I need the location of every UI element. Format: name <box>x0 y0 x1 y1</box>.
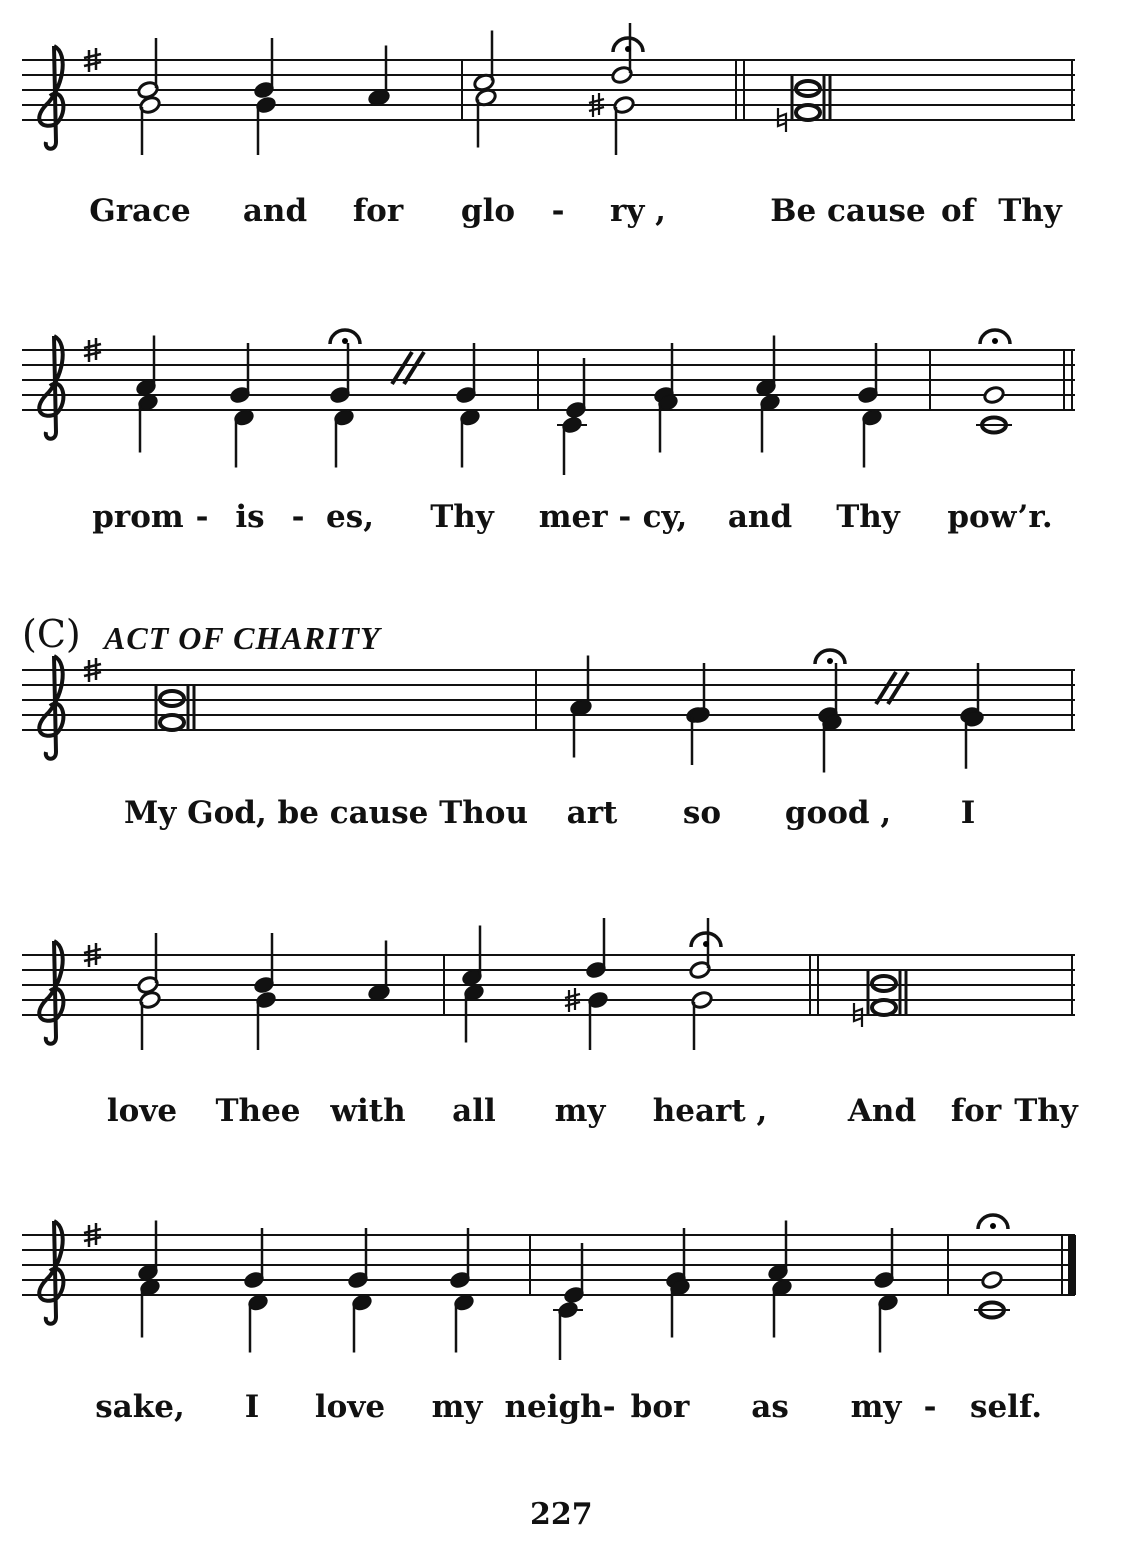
lyric-syllable: love <box>314 1389 386 1425</box>
fermata-dot <box>625 46 631 52</box>
lyric-syllable: art <box>566 795 618 831</box>
lyric-syllable: my <box>554 1093 606 1129</box>
lyric-syllable: good , <box>784 795 892 831</box>
staff-system-4 <box>0 935 1128 1075</box>
upper-voice-note <box>160 715 184 730</box>
lyric-syllable: is <box>235 499 265 535</box>
lyric-syllable: of <box>940 193 976 229</box>
staff-system-2 <box>0 330 1128 470</box>
lyric-syllable: Be cause <box>770 193 926 229</box>
lyric-syllable: glo <box>460 193 516 229</box>
lyric-syllable: self. <box>970 1389 1042 1425</box>
staff-system-5 <box>0 1215 1128 1355</box>
lyric-syllable: My God, be cause Thou <box>123 795 529 831</box>
lyric-syllable: - <box>923 1389 937 1425</box>
upper-voice-note <box>872 1000 896 1015</box>
lyric-syllable: Thy <box>836 499 900 535</box>
section-letter: (C) <box>22 612 81 656</box>
treble-clef-icon <box>39 1221 63 1324</box>
upper-voice-note <box>796 81 820 96</box>
page-number: 227 <box>530 1497 593 1532</box>
treble-clef-icon <box>39 941 63 1044</box>
lyric-syllable: ry , <box>610 193 666 229</box>
lyric-syllable: my <box>431 1389 483 1425</box>
lyric-syllable: cy, <box>642 499 688 535</box>
fermata-dot <box>342 338 348 344</box>
lyric-syllable: heart , <box>652 1093 768 1129</box>
upper-voice-note <box>983 385 1006 405</box>
lyric-syllable: es, <box>326 499 374 535</box>
lyric-syllable: Thy <box>998 193 1062 229</box>
lyric-syllable: and <box>242 193 308 229</box>
lyric-syllable: as <box>751 1389 789 1425</box>
lyric-syllable: pow’r. <box>947 499 1053 535</box>
treble-clef-icon <box>39 656 63 759</box>
lyric-syllable: bor <box>630 1389 690 1425</box>
lyric-syllable: love <box>106 1093 178 1129</box>
upper-voice-note <box>796 105 820 120</box>
lyric-syllable: I <box>960 795 976 831</box>
lyric-syllable: I <box>244 1389 260 1425</box>
lyric-syllable: mer - <box>538 499 632 535</box>
lyric-syllable: for <box>352 193 404 229</box>
staff-system-1 <box>0 40 1128 180</box>
section-title: ACT OF CHARITY <box>104 620 381 656</box>
upper-voice-note <box>872 976 896 991</box>
lyric-syllable: my <box>850 1389 902 1425</box>
lyric-syllable: prom <box>92 499 184 535</box>
lyric-syllable: Thy <box>1014 1093 1078 1129</box>
lyric-syllable: sake, <box>95 1389 185 1425</box>
fermata-dot <box>990 1223 996 1229</box>
final-bar-line <box>1068 1235 1076 1295</box>
fermata-dot <box>827 658 833 664</box>
lyric-syllable: and <box>727 499 793 535</box>
lyric-syllable: neigh- <box>504 1389 616 1425</box>
treble-clef-icon <box>39 336 63 439</box>
lyric-syllable: Grace <box>89 193 191 229</box>
staff-system-3 <box>0 650 1128 790</box>
lyric-syllable: for <box>950 1093 1002 1129</box>
lyric-syllable: all <box>452 1093 496 1129</box>
fermata-dot <box>703 941 709 947</box>
lyric-syllable: Thy <box>430 499 494 535</box>
lyric-syllable: with <box>330 1093 406 1129</box>
lyric-syllable: And <box>847 1093 917 1129</box>
lyric-syllable: Thee <box>215 1093 301 1129</box>
lyric-syllable: - <box>195 499 209 535</box>
treble-clef-icon <box>39 46 63 149</box>
lyric-syllable: - <box>551 193 565 229</box>
fermata-dot <box>992 338 998 344</box>
lyric-syllable: - <box>291 499 305 535</box>
upper-voice-note <box>160 691 184 706</box>
upper-voice-note <box>981 1270 1004 1290</box>
lyric-syllable: so <box>682 795 722 831</box>
